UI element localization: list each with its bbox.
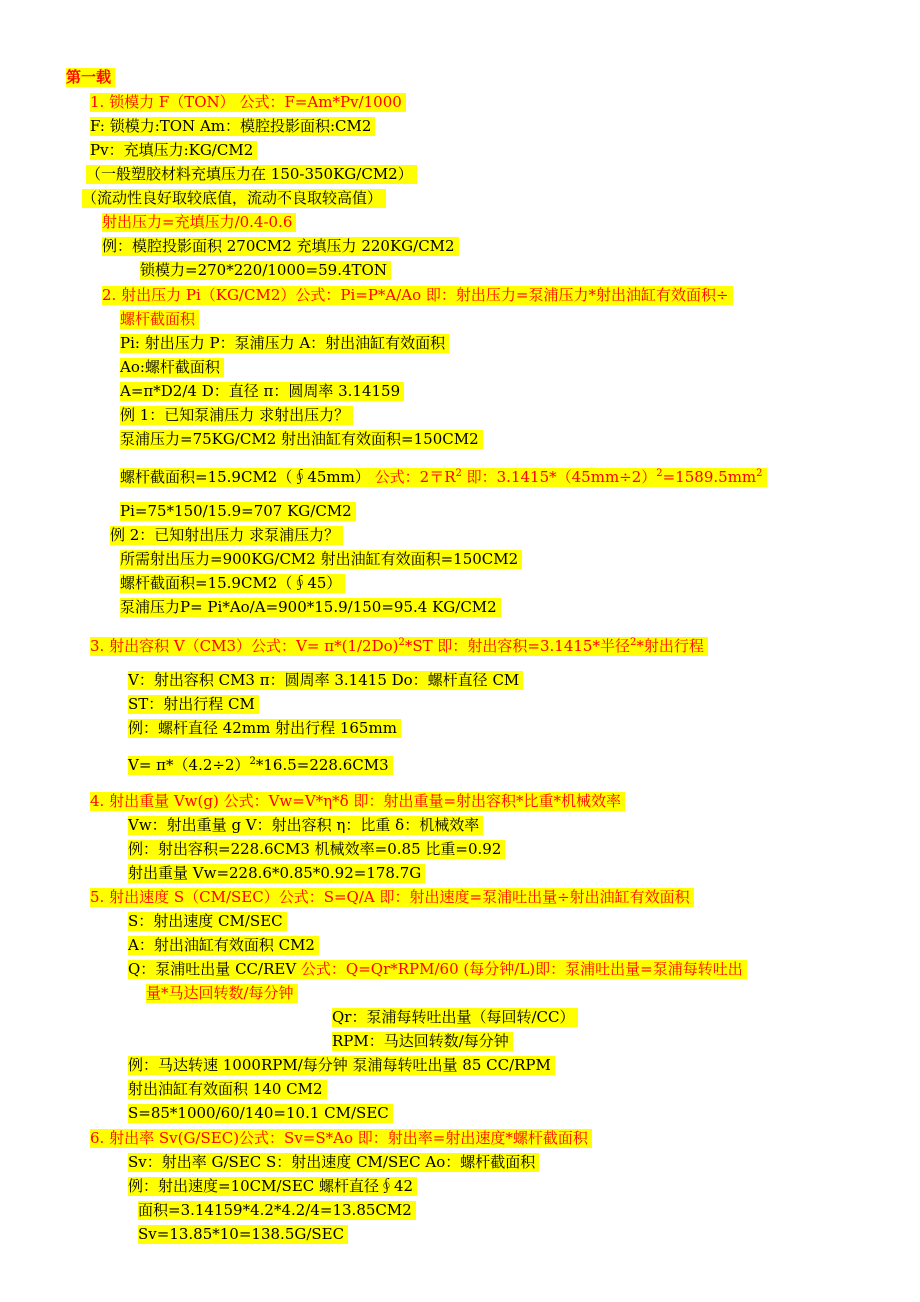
example-result: S=85*1000/60/140=10.1 CM/SEC <box>128 1104 393 1123</box>
superscript: 2 <box>455 468 462 479</box>
formula-heading-clamp-force: 1. 锁模力 F（TON） 公式：F=Am*Pv/1000 <box>90 93 406 112</box>
example-line: 例：螺杆直径 42mm 射出行程 165mm <box>128 719 401 738</box>
example-line: 例：马达转速 1000RPM/每分钟 泵浦每转吐出量 85 CC/RPM <box>128 1056 555 1075</box>
definition-line: A：射出油缸有效面积 CM2 <box>128 936 319 955</box>
example-line: 所需射出压力=900KG/CM2 射出油缸有效面积=150CM2 <box>120 550 522 569</box>
superscript: 2 <box>629 637 637 648</box>
formula-heading-injection-weight: 4. 射出重量 Vw(g) 公式：Vw=V*η*δ 即：射出重量=射出容积*比重*机械效率 <box>90 792 625 811</box>
definition-line: A=π*D2/4 D：直径 π：圆周率 3.14159 <box>120 382 404 401</box>
example-result: Pi=75*150/15.9=707 KG/CM2 <box>120 502 356 521</box>
formula-heading-injection-speed: 5. 射出速度 S（CM/SEC）公式：S=Q/A 即：射出速度=泵浦吐出量÷射出油缸有效面积 <box>90 888 694 907</box>
screw-area-text: 螺杆截面积=15.9CM2（∮45mm） <box>120 468 375 486</box>
area-formula-text: 即：3.1415*（45mm÷2） <box>461 468 657 486</box>
definition-line: V：射出容积 CM3 π：圆周率 3.1415 Do：螺杆直径 CM <box>128 671 523 690</box>
example-result <box>128 756 393 775</box>
heading-text: *ST 即：射出容积=3.1415*半径 <box>404 637 630 655</box>
definition-line: RPM：马达回转数/每分钟 <box>332 1032 513 1051</box>
definition-line: Pv：充填压力:KG/CM2 <box>90 141 257 160</box>
formula-heading-continuation: 螺杆截面积 <box>120 310 199 329</box>
superscript: 2 <box>398 637 405 648</box>
formula-heading-injection-pressure: 2. 射出压力 Pi（KG/CM2）公式：Pi=P*A/Ao 即：射出压力=泵浦压力*射出油缸有效面积÷ <box>102 286 733 305</box>
definition-line: Ao:螺杆截面积 <box>120 358 224 377</box>
definition-line: Pi: 射出压力 P：泵浦压力 A：射出油缸有效面积 <box>120 334 449 353</box>
definition-line: S：射出速度 CM/SEC <box>128 912 287 931</box>
example-result: Sv=13.85*10=138.5G/SEC <box>138 1225 348 1244</box>
definition-text: Q：泵浦吐出量 CC/REV <box>128 960 301 978</box>
definition-line: ST：射出行程 CM <box>128 695 259 714</box>
heading-text: 3. 射出容积 V（CM3）公式：V= π*(1/2Do) <box>90 637 399 655</box>
example-line: 螺杆截面积=15.9CM2（∮45） <box>120 574 345 593</box>
definition-line: F: 锁模力:TON Am：模腔投影面积:CM2 <box>90 117 375 136</box>
definition-line: Sv：射出率 G/SEC S：射出速度 CM/SEC Ao：螺杆截面积 <box>128 1153 539 1172</box>
result-text: V= π*（4.2÷2） <box>128 756 250 774</box>
example-line: 例：射出速度=10CM/SEC 螺杆直径∮42 <box>128 1177 417 1196</box>
example-line: 面积=3.14159*4.2*4.2/4=13.85CM2 <box>138 1201 416 1220</box>
example-line: 泵浦压力=75KG/CM2 射出油缸有效面积=150CM2 <box>120 430 483 449</box>
example-question: 例 1：已知泵浦压力 求射出压力？ <box>120 406 353 425</box>
definition-line: Vw：射出重量 g V：射出容积 η：比重 δ：机械效率 <box>128 816 483 835</box>
superscript: 2 <box>656 468 663 479</box>
example-question: 例 2：已知射出压力 求泵浦压力？ <box>110 526 343 545</box>
example-line: 射出油缸有效面积 140 CM2 <box>128 1080 327 1099</box>
example-result: 锁模力=270*220/1000=59.4TON <box>140 261 391 280</box>
example-line: 例：模腔投影面积 270CM2 充填压力 220KG/CM2 <box>102 237 459 256</box>
formula-note: 射出压力=充填压力/0.4-0.6 <box>102 213 296 232</box>
definition-line: Qr：泵浦每转吐出量（每回转/CC） <box>332 1008 578 1027</box>
formula-heading-injection-rate: 6. 射出率 Sv(G/SEC)公式：Sv=S*Ao 即：射出率=射出速度*螺杆截面积 <box>90 1129 592 1148</box>
area-formula-text: =1589.5mm <box>662 468 757 486</box>
example-result: 射出重量 Vw=228.6*0.85*0.92=178.7G <box>128 864 425 883</box>
heading-text: *射出行程 <box>636 637 704 655</box>
superscript: 2 <box>756 468 763 479</box>
formula-continuation: 量*马达回转数/每分钟 <box>146 984 298 1003</box>
definition-formula-line <box>128 960 747 979</box>
superscript: 2 <box>249 756 256 767</box>
area-formula-text: 公式：2〒R <box>374 468 456 486</box>
section-title: 第一载 <box>66 68 115 87</box>
result-text: *16.5=228.6CM3 <box>255 756 389 774</box>
note-line: （一般塑胶材料充填压力在 150-350KG/CM2） <box>86 165 417 184</box>
formula-text: 公式：Q=Qr*RPM/60 (每分钟/L)即：泵浦吐出量=泵浦每转吐出 <box>300 960 743 978</box>
example-result: 泵浦压力P= Pi*Ao/A=900*15.9/150=95.4 KG/CM2 <box>120 598 501 617</box>
example-formula-line <box>120 468 767 487</box>
note-line: （流动性良好取较底值，流动不良取较高值） <box>82 189 386 208</box>
formula-heading-injection-volume <box>90 637 708 656</box>
example-line: 例：射出容积=228.6CM3 机械效率=0.85 比重=0.92 <box>128 840 505 859</box>
